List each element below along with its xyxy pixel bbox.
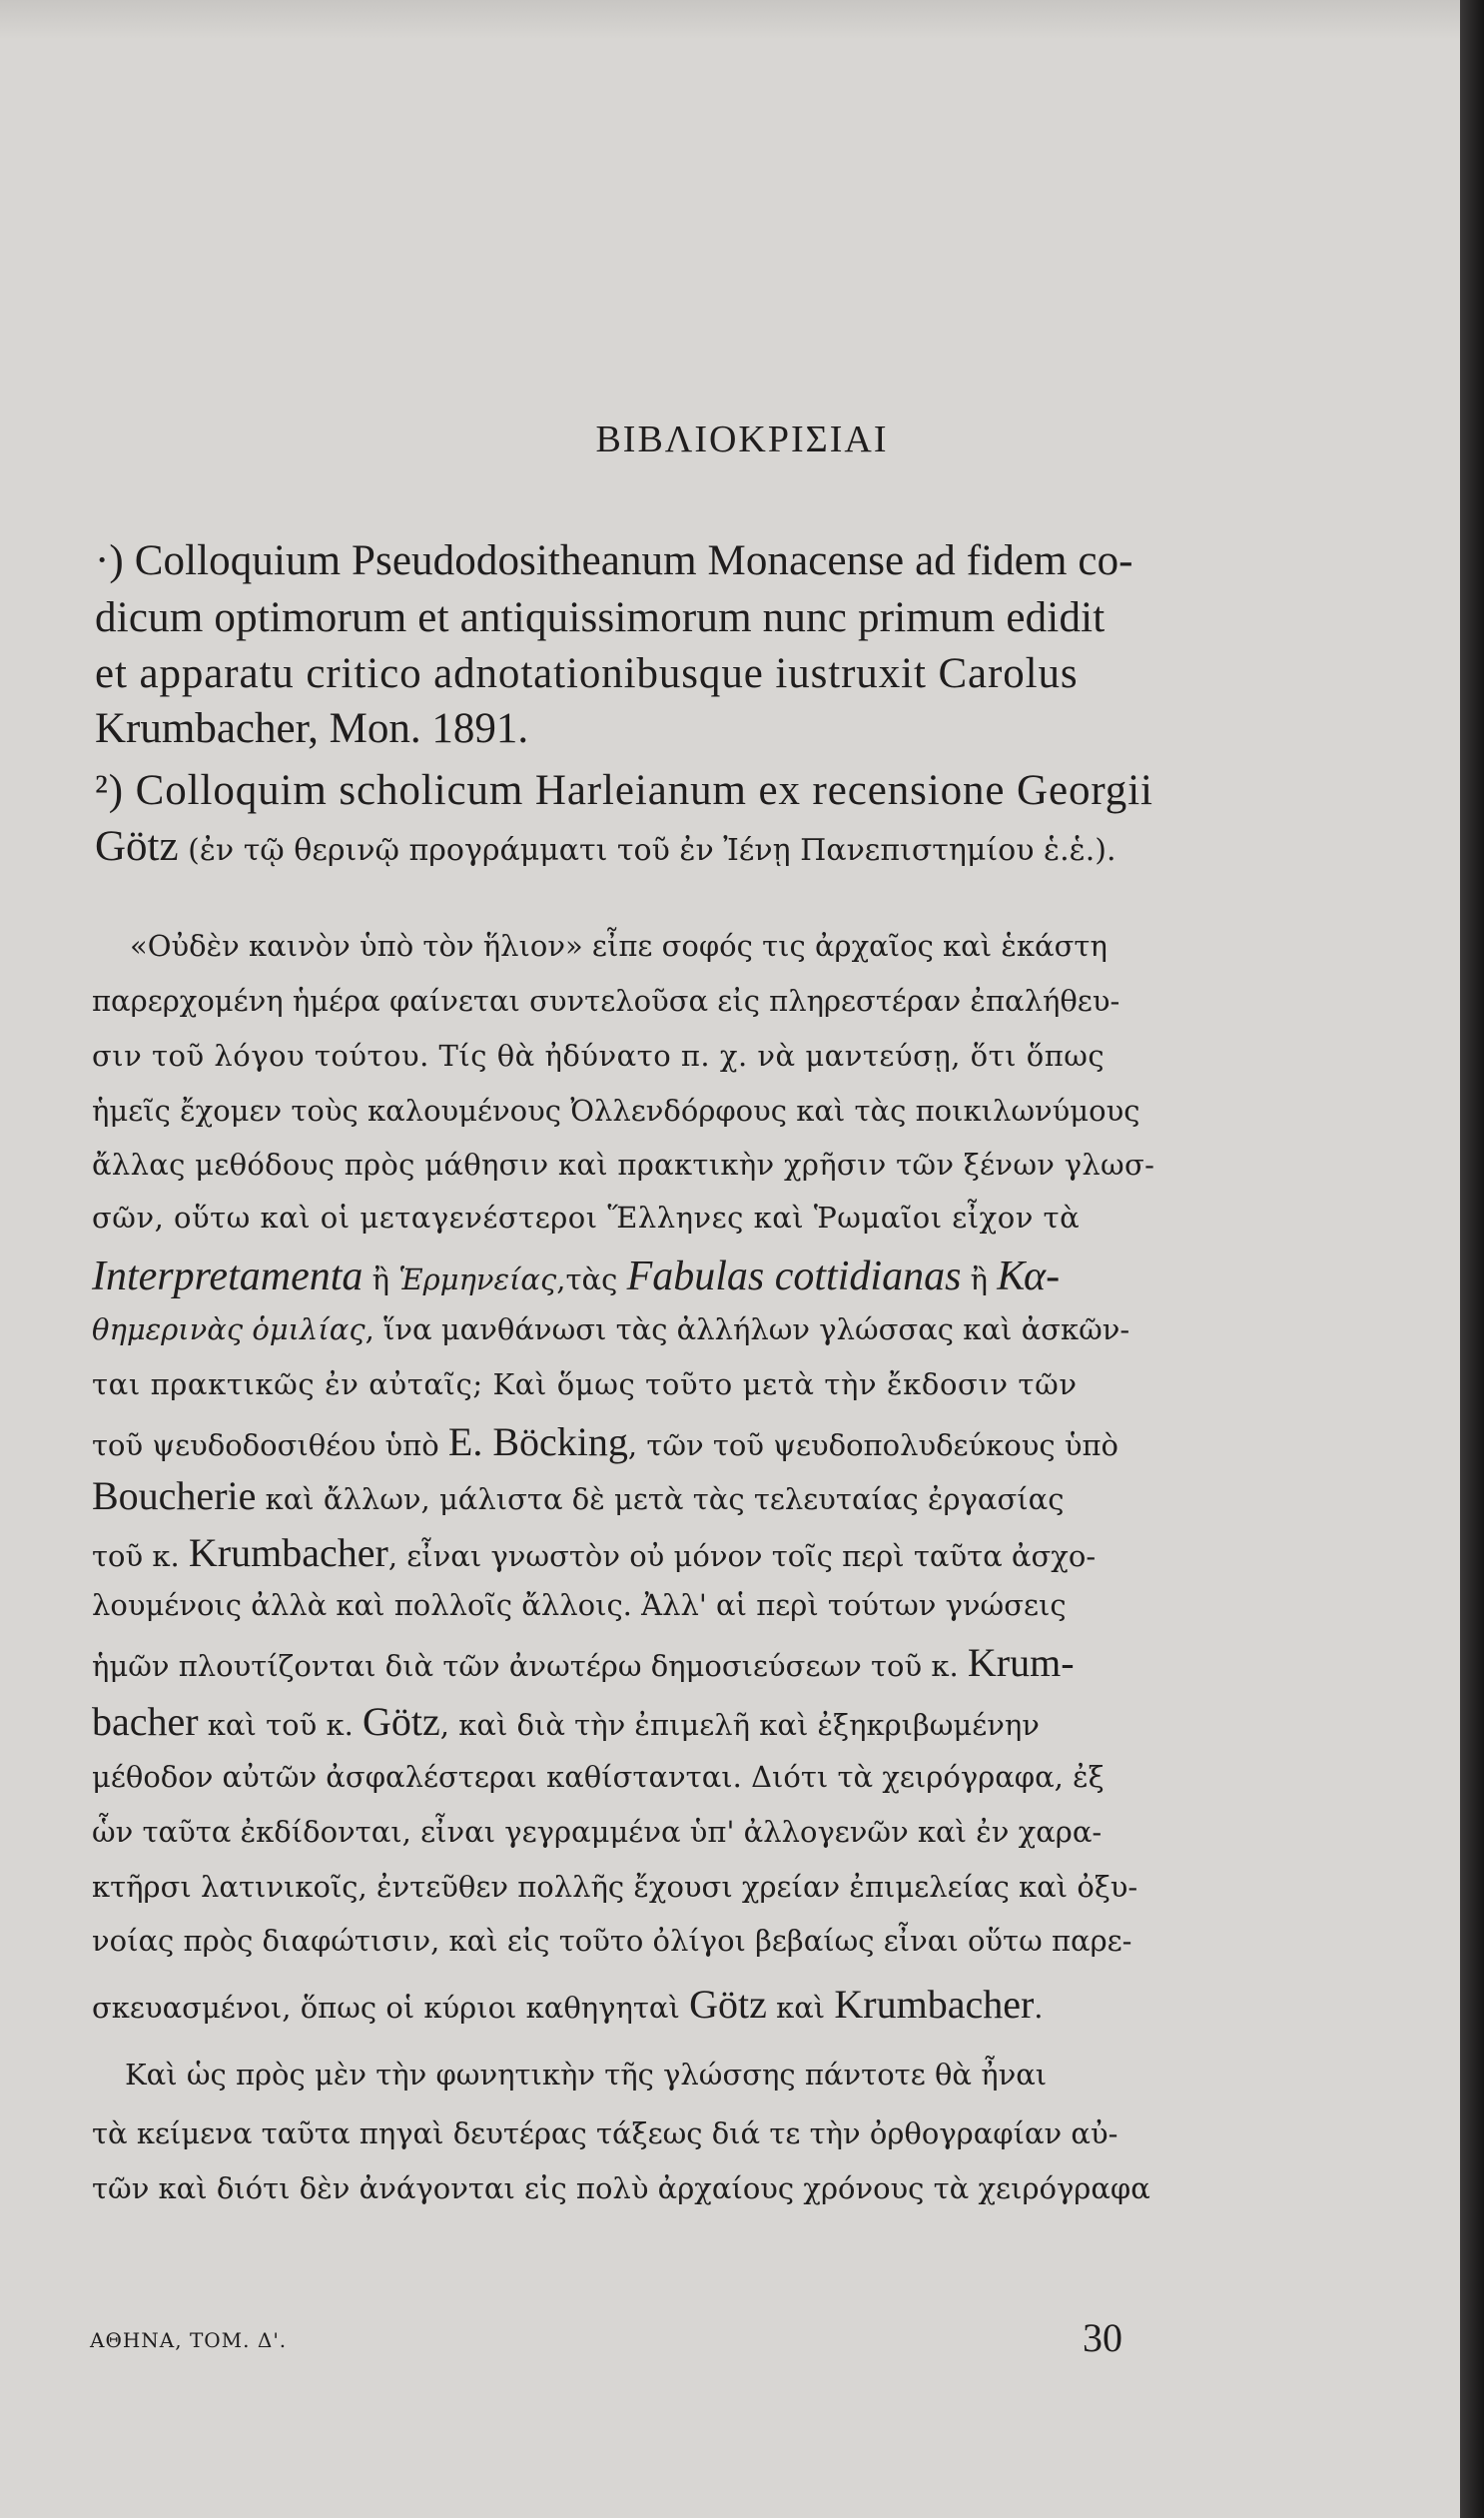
author-name: Götz [363, 1699, 440, 1744]
body-line-13: λουμένοις ἀλλὰ καὶ πολλοῖς ἄλλοις. Ἀλλ' αἱ περὶ τούτων γνώσεις [92, 1588, 1067, 1622]
body-line-16: μέθοδον αὐτῶν ἀσφαλέστεραι καθίστανται. Διότι τὰ χειρόγραφα, ἐξ [92, 1760, 1105, 1794]
body-line-6: σῶν, οὕτω καὶ οἱ μεταγενέστεροι Ἕλληνες καὶ Ῥωμαῖοι εἶχον τὰ [92, 1201, 1081, 1235]
body-line-15 [92, 1699, 1040, 1744]
section-heading: ΒΙΒΛΙΟΚΡΙΣΙΑΙ [595, 419, 889, 460]
italic-title-4: Κα- [997, 1254, 1061, 1299]
body-line-22: τὰ κείμενα ταῦτα πηγαὶ δευτέρας τάξεως διά τε τὴν ὀρθογραφίαν αὐ- [92, 2116, 1118, 2150]
author-name: bacher [92, 1699, 199, 1744]
citation-2-line-1: ²) Colloquim scholicum Harleianum ex recensione Georgii [95, 767, 1153, 814]
text-run: ἢ [961, 1262, 998, 1296]
author-name: E. Böcking [447, 1419, 628, 1464]
author-name: Boucherie [92, 1473, 257, 1518]
citation-2-detail: (ἐν τῷ θερινῷ προγράμματι τοῦ ἐν Ἰένῃ Πανεπιστημίου ἑ.ἑ.). [178, 833, 1116, 868]
body-line-4: ἡμεῖς ἔχομεν τοὺς καλουμένους Ὀλλενδόρφους καὶ τὰς ποικιλωνύμους [92, 1094, 1140, 1128]
body-line-8 [92, 1312, 1130, 1346]
text-run: τοῦ κ. [92, 1539, 189, 1573]
italic-title-5: θημερινὰς ὁμιλίας [92, 1312, 366, 1346]
page-number: 30 [1083, 2315, 1122, 2360]
body-line-19: νοίας πρὸς διαφώτισιν, καὶ εἰς τοῦτο ὀλίγοι βεβαίως εἶναι οὕτω παρε- [92, 1924, 1132, 1958]
text-run: . [1034, 1991, 1044, 2025]
author-name: Krumbacher [834, 1982, 1035, 2027]
author-name: Krum- [967, 1640, 1075, 1685]
body-line-14 [92, 1640, 1075, 1685]
italic-title-1: Interpretamenta [92, 1254, 364, 1299]
scan-edge [1460, 0, 1484, 2518]
text-run: , τῶν τοῦ ψευδοπολυδεύκους ὑπὸ [627, 1428, 1119, 1462]
body-line-21: Καὶ ὡς πρὸς μὲν τὴν φωνητικὴν τῆς γλώσσης πάντοτε θὰ ἦναι [125, 2058, 1048, 2092]
author-name: Götz [689, 1982, 767, 2027]
body-line-20 [92, 1982, 1044, 2027]
body-line-10 [92, 1419, 1119, 1464]
body-line-17: ὧν ταῦτα ἐκδίδονται, εἶναι γεγραμμένα ὑπ' ἀλλογενῶν καὶ ἐν χαρα- [92, 1815, 1103, 1849]
text-run: ἡμῶν πλουτίζονται διὰ τῶν ἀνωτέρω δημοσιεύσεων τοῦ κ. [92, 1649, 968, 1683]
body-line-11 [92, 1473, 1065, 1518]
citation-1-line-3: et apparatu critico adnotationibusque iustruxit Carolus [95, 650, 1079, 697]
text-run: τοῦ ψευδοδοσιθέου ὑπὸ [92, 1428, 448, 1462]
scan-shadow [0, 0, 1484, 40]
body-line-3: σιν τοῦ λόγου τούτου. Τίς θὰ ἠδύνατο π. χ. νὰ μαντεύσῃ, ὅτι ὅπως [92, 1039, 1106, 1073]
body-line-12 [92, 1530, 1097, 1575]
text-run: σκευασμένοι, ὅπως οἱ κύριοι καθηγηταὶ [92, 1991, 690, 2025]
journal-signature: ΑΘΗΝΑ, ΤΟΜ. Δ'. [90, 2328, 288, 2352]
citation-1-line-1: ·) Colloquium Pseudodositheanum Monacense ad fidem co- [95, 537, 1133, 584]
citation-1-line-2: dicum optimorum et antiquissimorum nunc primum edidit [95, 594, 1106, 641]
body-line-2: παρερχομένη ἡμέρα φαίνεται συντελοῦσα εἰς πληρεστέραν ἐπαλήθευ- [92, 984, 1120, 1018]
text-run: ,τὰς [556, 1262, 627, 1296]
author-name: Krumbacher [188, 1530, 388, 1575]
body-line-5: ἄλλας μεθόδους πρὸς μάθησιν καὶ πρακτικὴν χρῆσιν τῶν ξένων γλωσ- [92, 1148, 1155, 1182]
text-run: , εἶναι γνωστὸν οὐ μόνον τοῖς περὶ ταῦτα ἀσχο- [387, 1539, 1097, 1573]
text-run: καὶ ἄλλων, μάλιστα δὲ μετὰ τὰς τελευταίας ἐργασίας [256, 1482, 1065, 1516]
body-line-23: τῶν καὶ διότι δὲν ἀνάγονται εἰς πολὺ ἀρχαίους χρόνους τὰ χειρόγραφα [92, 2171, 1150, 2205]
text-run: καὶ [766, 1991, 835, 2025]
body-line-1: «Οὐδὲν καινὸν ὑπὸ τὸν ἥλιον» εἶπε σοφός τις ἀρχαῖος καὶ ἑκάστη [130, 929, 1108, 963]
body-line-9: ται πρακτικῶς ἐν αὐταῖς; Καὶ ὅμως τοῦτο μετὰ τὴν ἔκδοσιν τῶν [92, 1367, 1078, 1401]
text-run: , καὶ διὰ τὴν ἐπιμελῆ καὶ ἐξηκριβωμένην [439, 1708, 1040, 1742]
author-name: Götz [95, 823, 179, 870]
citation-1-line-4: Krumbacher, Mon. 1891. [95, 705, 529, 752]
body-line-7 [92, 1256, 1060, 1297]
citation-2-line-2 [95, 825, 1116, 868]
italic-title-3: Fabulas cottidianas [626, 1254, 962, 1299]
text-run: ἢ [363, 1262, 399, 1296]
body-line-18: κτῆρσι λατινικοῖς, ἐντεῦθεν πολλῆς ἔχουσι χρείαν ἐπιμελείας καὶ ὀξυ- [92, 1870, 1138, 1904]
text-run: , ἵνα μανθάνωσι τὰς ἀλλήλων γλώσσας καὶ ἀσκῶν- [365, 1312, 1130, 1346]
text-run: καὶ τοῦ κ. [198, 1708, 364, 1742]
italic-title-2: Ἑρμηνείας [398, 1262, 557, 1296]
